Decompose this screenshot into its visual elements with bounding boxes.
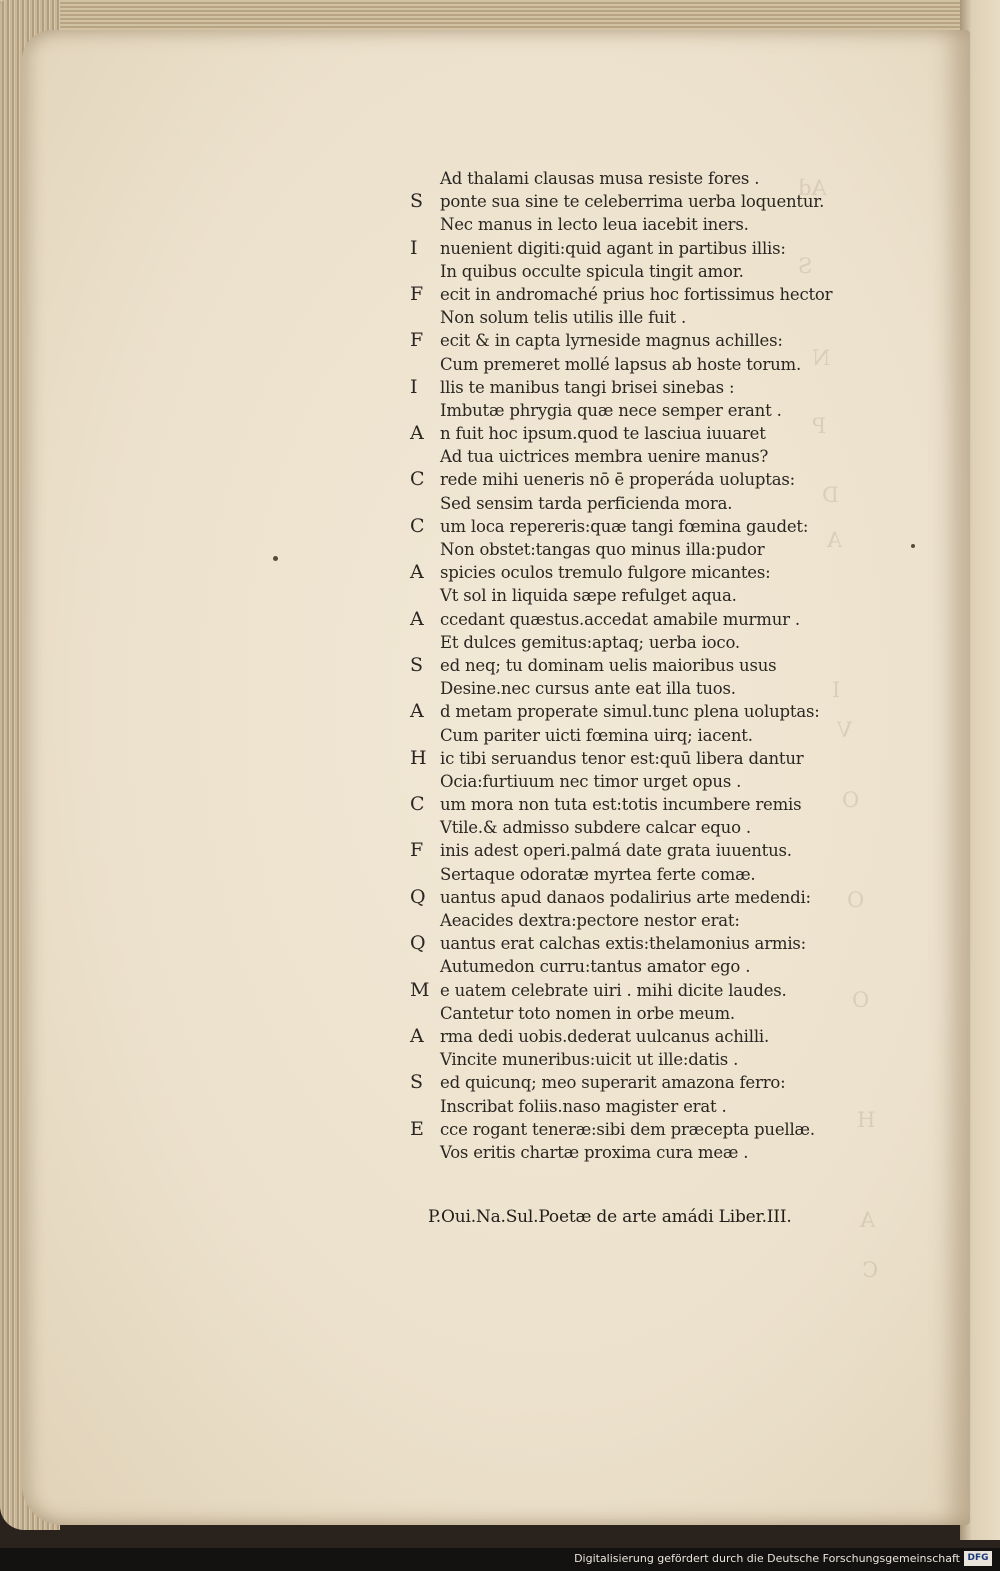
verse-line — [410, 909, 880, 932]
verse-text: Et dulces gemitus:aptaq; uerba ioco. — [440, 632, 740, 652]
verse-initial: C — [410, 514, 425, 537]
verse-line — [410, 1002, 880, 1025]
verse-text: Ad thalami clausas musa resiste fores . — [440, 169, 760, 188]
verse-text: Desine.nec cursus ante eat illa tuos. — [440, 679, 736, 699]
verse-text: ed neq; tu dominam uelis maioribus usus — [440, 655, 777, 675]
verse-line — [410, 700, 880, 723]
verse-initial: Q — [410, 932, 426, 955]
verse-line — [410, 237, 880, 260]
verse-initial: Q — [410, 885, 426, 908]
verse-initial: H — [410, 746, 427, 769]
verse-line — [410, 677, 880, 700]
verse-text: Vos eritis chartæ proxima cura meæ . — [440, 1142, 749, 1162]
verse-text: ic tibi seruandus tenor est:quū libera dantur — [440, 748, 804, 768]
verse-text: ccedant quæstus.accedat amabile murmur . — [440, 609, 800, 629]
verse-text: Vtile.& admisso subdere calcar equo . — [440, 818, 751, 838]
verse-text: uantus erat calchas extis:thelamonius armis: — [440, 934, 807, 954]
verse-text: Aeacides dextra:pectore nestor erat: — [440, 911, 740, 930]
verse-text: Sed sensim tarda perficienda mora. — [440, 493, 733, 513]
verse-text-block — [410, 167, 880, 1164]
verse-text: nuenient digiti:quid agant in partibus illis: — [440, 238, 786, 258]
verse-text: cce rogant teneræ:sibi dem præcepta puellæ. — [440, 1119, 815, 1139]
verse-text: n fuit hoc ipsum.quod te lasciua iuuaret — [440, 424, 766, 444]
verse-text: Inscribat foliis.naso magister erat . — [440, 1096, 727, 1116]
verse-text: spicies oculos tremulo fulgore micantes: — [440, 563, 771, 583]
verse-initial: A — [410, 561, 424, 584]
verse-line — [410, 770, 880, 793]
verse-text: e uatem celebrate uiri . mihi dicite laudes. — [440, 980, 787, 1000]
verse-line — [410, 538, 880, 561]
verse-line — [410, 816, 880, 839]
verse-initial: M — [410, 978, 430, 1001]
verse-line — [410, 515, 880, 538]
verse-initial: S — [410, 653, 423, 676]
verse-text: um loca repereris:quæ tangi fœmina gaudet: — [440, 516, 809, 536]
verse-initial: A — [410, 700, 424, 723]
verse-line — [410, 631, 880, 654]
verse-initial: S — [410, 1071, 423, 1094]
ink-spot — [273, 556, 278, 561]
verse-initial: I — [410, 236, 418, 259]
verse-text: ecit & in capta lyrneside magnus achilles: — [440, 331, 783, 351]
verse-line — [410, 863, 880, 886]
verse-line — [410, 1095, 880, 1118]
verse-text: In quibus occulte spicula tingit amor. — [440, 261, 744, 281]
verse-initial: A — [410, 422, 424, 445]
verse-line — [410, 747, 880, 770]
verse-line — [410, 1071, 880, 1094]
verse-text: Non solum telis utilis ille fuit . — [440, 308, 687, 328]
verse-line — [410, 329, 880, 352]
verse-initial: C — [410, 468, 425, 491]
verse-line — [410, 190, 880, 213]
verse-initial: F — [410, 329, 423, 352]
verse-line — [410, 376, 880, 399]
verse-text: d metam properate simul.tunc plena uoluptas: — [440, 702, 820, 722]
verse-initial: I — [410, 375, 418, 398]
verse-line — [410, 724, 880, 747]
verse-text: Nec manus in lecto leua iacebit iners. — [440, 215, 749, 235]
verse-text: ed quicunq; meo superarit amazona ferro: — [440, 1073, 786, 1093]
verse-text: Ad tua uictrices membra uenire manus? — [440, 447, 769, 467]
verse-line — [410, 422, 880, 445]
verse-line — [410, 1048, 880, 1071]
dfg-logo: DFG — [964, 1551, 992, 1566]
verse-initial: F — [410, 839, 423, 862]
verse-text: Non obstet:tangas quo minus illa:pudor — [440, 540, 765, 559]
verse-text: Ocia:furtiuum nec timor urget opus . — [440, 771, 742, 791]
verse-text: inis adest operi.palmá date grata iuuentus. — [440, 841, 792, 861]
verse-text: Autumedon curru:tantus amator ego . — [440, 957, 751, 977]
verse-line — [410, 793, 880, 816]
verse-line — [410, 445, 880, 468]
verse-line — [410, 654, 880, 677]
verse-line — [410, 213, 880, 236]
verse-line — [410, 1141, 880, 1164]
verse-text: Sertaque odoratæ myrtea ferte comæ. — [440, 864, 756, 884]
verse-text: Vincite muneribus:uicit ut ille:datis . — [440, 1050, 739, 1070]
ink-spot — [911, 544, 915, 548]
verse-line — [410, 886, 880, 909]
verse-initial: F — [410, 282, 423, 305]
verse-line — [410, 306, 880, 329]
verse-line — [410, 468, 880, 491]
verse-line — [410, 839, 880, 862]
verse-line — [410, 955, 880, 978]
verse-text: Vt sol in liquida sæpe refulget aqua. — [440, 586, 737, 606]
verse-line — [410, 561, 880, 584]
verse-line — [410, 979, 880, 1002]
book-page: Ad S N P D A I V O O O H A C — [22, 30, 970, 1525]
verse-text: Cum pariter uicti fœmina uirq; iacent. — [440, 725, 753, 745]
verse-text: rede mihi ueneris nō ē properáda uoluptas: — [440, 470, 795, 490]
verse-line — [410, 932, 880, 955]
verse-text: ecit in andromaché prius hoc fortissimus hector — [440, 284, 833, 304]
verse-text: Cum premeret mollé lapsus ab hoste torum. — [440, 354, 802, 374]
verse-initial: A — [410, 1024, 424, 1047]
verse-initial: C — [410, 793, 425, 816]
verse-line — [410, 608, 880, 631]
verse-text: Cantetur toto nomen in orbe meum. — [440, 1003, 735, 1023]
verse-text: Imbutæ phrygia quæ nece semper erant . — [440, 400, 782, 420]
verse-line — [410, 353, 880, 376]
footer-credit: Digitalisierung gefördert durch die Deutsche Forschungsgemeinschaft — [574, 1552, 960, 1565]
verse-initial: A — [410, 607, 424, 630]
verse-line — [410, 1118, 880, 1141]
verse-line — [410, 167, 880, 190]
verse-line — [410, 260, 880, 283]
verse-text: llis te manibus tangi brisei sinebas : — [440, 377, 735, 397]
verse-line — [410, 399, 880, 422]
verse-text: ponte sua sine te celeberrima uerba loquentur. — [440, 192, 825, 212]
verse-initial: S — [410, 190, 423, 213]
verse-line — [410, 584, 880, 607]
verse-line — [410, 1025, 880, 1048]
verse-initial: E — [410, 1117, 424, 1140]
verse-text: rma dedi uobis.dederat uulcanus achilli. — [440, 1026, 770, 1046]
verse-text: um mora non tuta est:totis incumbere remis — [440, 795, 802, 815]
colophon: P.Oui.Na.Sul.Poetæ de arte amádi Liber.III. — [428, 1207, 792, 1227]
verse-line — [410, 492, 880, 515]
verse-line — [410, 283, 880, 306]
verse-text: uantus apud danaos podalirius arte medendi: — [440, 887, 811, 907]
